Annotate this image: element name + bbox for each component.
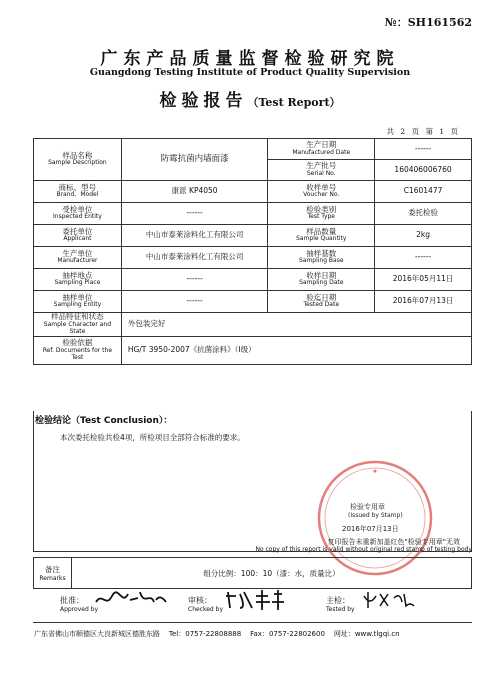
remarks-label: 备注 Remarks [34, 558, 72, 589]
copy-notice-cn: 复印报告未重新加盖红色"检验专用章"无效 [327, 538, 460, 546]
test-type-label: 检验类别 Test Type [268, 203, 375, 225]
documents-label: 检验依据 Ref. Documents for the Test [34, 337, 122, 365]
manufacturer-label: 生产单位 Manufacturer [34, 247, 122, 269]
institute-name-en: Guangdong Testing Institute of Product Quality Supervision [89, 67, 411, 78]
sampling-date-label: 收样日期 Sampling Date [268, 269, 375, 291]
remarks-text: 组分比例：100：10（漆：水，质量比） [72, 558, 472, 589]
approver-signature [92, 588, 172, 610]
sampling-base-value: ------ [375, 247, 472, 269]
sample-quantity-label: 样品数量 Sample Quantity [268, 225, 375, 247]
footer-divider [33, 622, 472, 623]
sample-name-label: 样品名称 Sample Description [34, 139, 122, 181]
conclusion-text: 本次委托检验共检4项，所检项目全部符合标准的要求。 [60, 433, 245, 442]
svg-text:✦: ✦ [371, 467, 379, 476]
test-type-value: 委托检验 [375, 203, 472, 225]
checked-by: 审核： Checked by [188, 596, 224, 613]
report-title-cn: 检验报告 [159, 91, 248, 111]
approved-by: 批准： Approved by [60, 596, 99, 613]
stamp-label: 检验专用章 [350, 503, 385, 511]
voucher-no-label: 收样单号 Voucher No. [268, 181, 375, 203]
sampling-place-label: 抽样地点 Sampling Place [34, 269, 122, 291]
stamp-date: 2016年07月13日 [342, 525, 399, 533]
applicant-label: 委托单位 Applicant [34, 225, 122, 247]
voucher-no-value: C1601477 [375, 181, 472, 203]
stamp-issued: (Issued by Stamp) [348, 512, 403, 519]
sampling-entity-label: 抽样单位 Sampling Entity [34, 291, 122, 313]
tested-date-value: 2016年07月13日 [375, 291, 472, 313]
tester-signature [360, 590, 420, 610]
footer-tel: Tel：0757-22808888 [168, 630, 242, 638]
sample-character-label: 样品特征和状态 Sample Character and State [34, 313, 122, 337]
checker-signature [222, 588, 292, 612]
sample-quantity-value: 2kg [375, 225, 472, 247]
footer-address: 广东省佛山市顺德区大良新城区德胜东路 [34, 630, 160, 638]
footer [34, 629, 474, 639]
inspected-entity-label: 受检单位 Inspected Entity [34, 203, 122, 225]
serial-no-label: 生产批号 Serial No. [268, 160, 375, 181]
production-date-label: 生产日期 Manufactured Date [268, 139, 375, 160]
sampling-base-label: 抽样基数 Sampling Base [268, 247, 375, 269]
copy-notice-en: No copy of this report is valid without original red stamp of testing body [255, 546, 472, 553]
tested-by: 主检： Tested by [326, 596, 355, 613]
footer-fax: Fax：0757-22802600 [250, 630, 325, 638]
production-date-value: ------ [375, 139, 472, 160]
applicant-value: 中山市泰莱涂料化工有限公司 [121, 225, 268, 247]
sampling-date-value: 2016年05月11日 [375, 269, 472, 291]
inspected-entity-value: ------ [121, 203, 268, 225]
report-title [0, 86, 500, 111]
tested-date-label: 验迄日期 Tested Date [268, 291, 375, 313]
remarks-table [33, 557, 472, 589]
footer-web: 网址：www.tlgqi.cn [333, 630, 400, 638]
sampling-entity-value: ------ [121, 291, 268, 313]
report-title-en: （Test Report） [247, 96, 341, 109]
manufacturer-value: 中山市泰莱涂料化工有限公司 [121, 247, 268, 269]
sample-character-value: 外包装完好 [121, 313, 471, 337]
sampling-place-value: ------ [121, 269, 268, 291]
page-info: 共 2 页 第 1 页 [386, 127, 460, 136]
brand-value: 康派 KP4050 [121, 181, 268, 203]
documents-value: HG/T 3950-2007《抗菌涂料》（Ⅰ级） [121, 337, 471, 365]
report-info-table [33, 138, 472, 365]
sample-name-value: 防霉抗菌内墙面漆 [121, 139, 268, 181]
report-number: №：SH161562 [384, 16, 472, 29]
conclusion-title: 检验结论（Test Conclusion）： [35, 416, 173, 426]
brand-label: 商标、型号 Brand、Model [34, 181, 122, 203]
institute-name-cn: 广东产品质量监督检验研究院 [100, 49, 400, 69]
serial-no-value: 160406006760 [375, 160, 472, 181]
